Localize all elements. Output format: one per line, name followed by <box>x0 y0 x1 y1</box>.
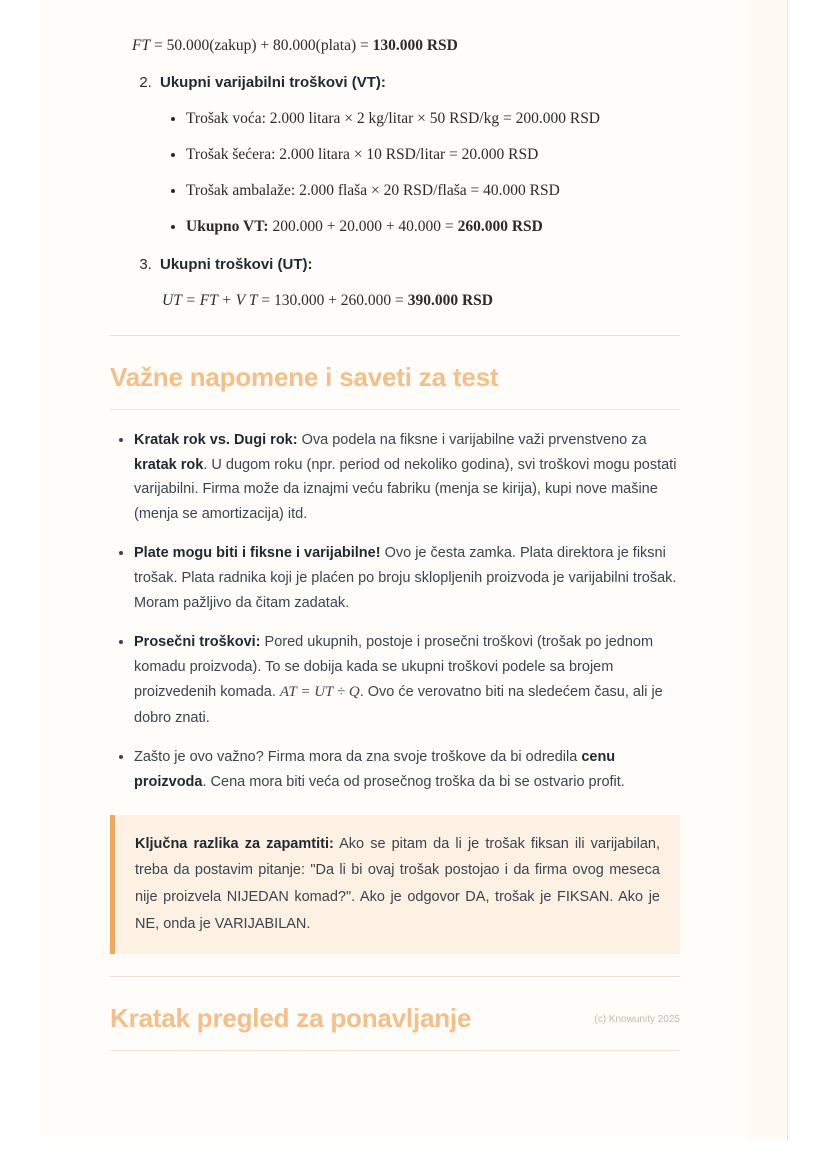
note-lead: Kratak rok vs. Dugi rok: <box>134 431 298 448</box>
formula-ft-prefix: FT <box>132 37 151 54</box>
note-text-1: Ovo je česta zamka. Plata direktora je fiksni trošak. Plata radnika koji je plaćen po broju sklopljenih proizvoda je varijabilni trošak. Moram pažljivo da čitam zadatak. <box>134 545 677 612</box>
total-vt-result: 260.000 RSD <box>457 218 543 236</box>
footer-copyright: (c) Knowunity 2025 <box>594 1013 680 1025</box>
callout-key-difference <box>110 815 680 954</box>
formula-ut-body: = 130.000 + 260.000 = <box>257 292 408 310</box>
list-item-total-costs <box>156 253 680 312</box>
formula-fixed-costs <box>132 34 680 57</box>
divider <box>110 335 680 336</box>
note-text-1: Ova podela na fiksne i varijabilne važi prvenstveno za <box>297 431 647 448</box>
list-item: • Trošak voća: 2.000 litara × 2 kg/litar × 50 RSD/kg = 200.000 RSD <box>186 107 680 131</box>
note-text-1: Pored ukupnih, postoje i prosečni troškovi (trošak po jednom komadu proizvoda). To se dobija kada se ukupni troškovi podele sa brojem proizvedenih komada. <box>134 634 654 700</box>
list-item-heading: Ukupni varijabilni troškovi (VT): <box>160 74 386 92</box>
cost-steps-list <box>110 71 680 312</box>
note-text-2: . Ovo će verovatno biti na sledećem času, ali je dobro znati. <box>134 684 663 726</box>
list-item-total-vt <box>186 215 680 239</box>
title-rule <box>110 409 680 410</box>
formula-total-costs <box>162 289 680 312</box>
note-math: AT = UT ÷ Q <box>279 684 360 700</box>
callout-text <box>135 831 660 938</box>
note-text-2: . Cena mora biti veća od prosečnog troška da bi se ostvario profit. <box>202 773 625 790</box>
list-item: • Trošak šećera: 2.000 litara × 10 RSD/litar = 20.000 RSD <box>186 143 680 167</box>
callout-body: Ako se pitam da li je trošak fiksan ili varijabilan, treba da postavim pitanje: "Da li bi ovaj trošak postojao i da firma ovog meseca nije proizvela NIJEDAN komad?". Ako je odgovor DA, trošak je FIKSAN. Ako je NE, onda je VARIJABILAN. <box>135 835 660 933</box>
page-title-review: Kratak pregled za ponavljanje <box>110 1002 472 1033</box>
note-lead: Plate mogu biti i fiksne i varijabilne! <box>134 545 381 562</box>
notes-list <box>110 428 680 795</box>
list-item <box>134 630 680 731</box>
list-item-variable-costs <box>156 71 680 239</box>
list-item <box>134 428 680 528</box>
note-bold-mid: kratak rok <box>134 456 204 473</box>
note-text-1: Zašto je ovo važno? Firma mora da zna svoje troškove da bi odredila <box>134 748 582 765</box>
document-page <box>40 0 788 1140</box>
total-vt-label: Ukupno VT: <box>186 218 269 236</box>
formula-ut-result: 390.000 RSD <box>407 292 493 310</box>
list-item <box>134 745 680 795</box>
formula-ut-prefix: UT = FT + V T <box>162 292 258 310</box>
callout-lead: Ključna razlika za zapamtiti: <box>135 835 334 852</box>
note-lead: Prosečni troškovi: <box>134 634 261 651</box>
note-text-2: . U dugom roku (npr. period od nekoliko godina), svi troškovi mogu postati varijabilni. Firma može da iznajmi veću fabriku (menja se kirija), kupi nove mašine (menja se amortizacija) itd. <box>134 456 677 523</box>
review-section <box>110 1003 680 1051</box>
formula-ft-result: 130.000 RSD <box>372 37 458 54</box>
title-rule <box>110 1050 680 1051</box>
note-bold-mid: cenu proizvoda <box>134 748 616 790</box>
document-content <box>40 0 750 1140</box>
page-title-notes: Važne napomene i saveti za test <box>110 361 499 392</box>
variable-cost-bullets <box>160 107 680 239</box>
total-vt-body: 200.000 + 20.000 + 40.000 = <box>268 218 458 236</box>
formula-ft-body: = 50.000(zakup) + 80.000(plata) = <box>150 37 373 54</box>
list-item-heading: Ukupni troškovi (UT): <box>160 256 313 274</box>
divider <box>110 976 680 977</box>
list-item <box>134 541 680 616</box>
list-item: • Trošak ambalaže: 2.000 flaša × 20 RSD/flaša = 40.000 RSD <box>186 179 680 203</box>
